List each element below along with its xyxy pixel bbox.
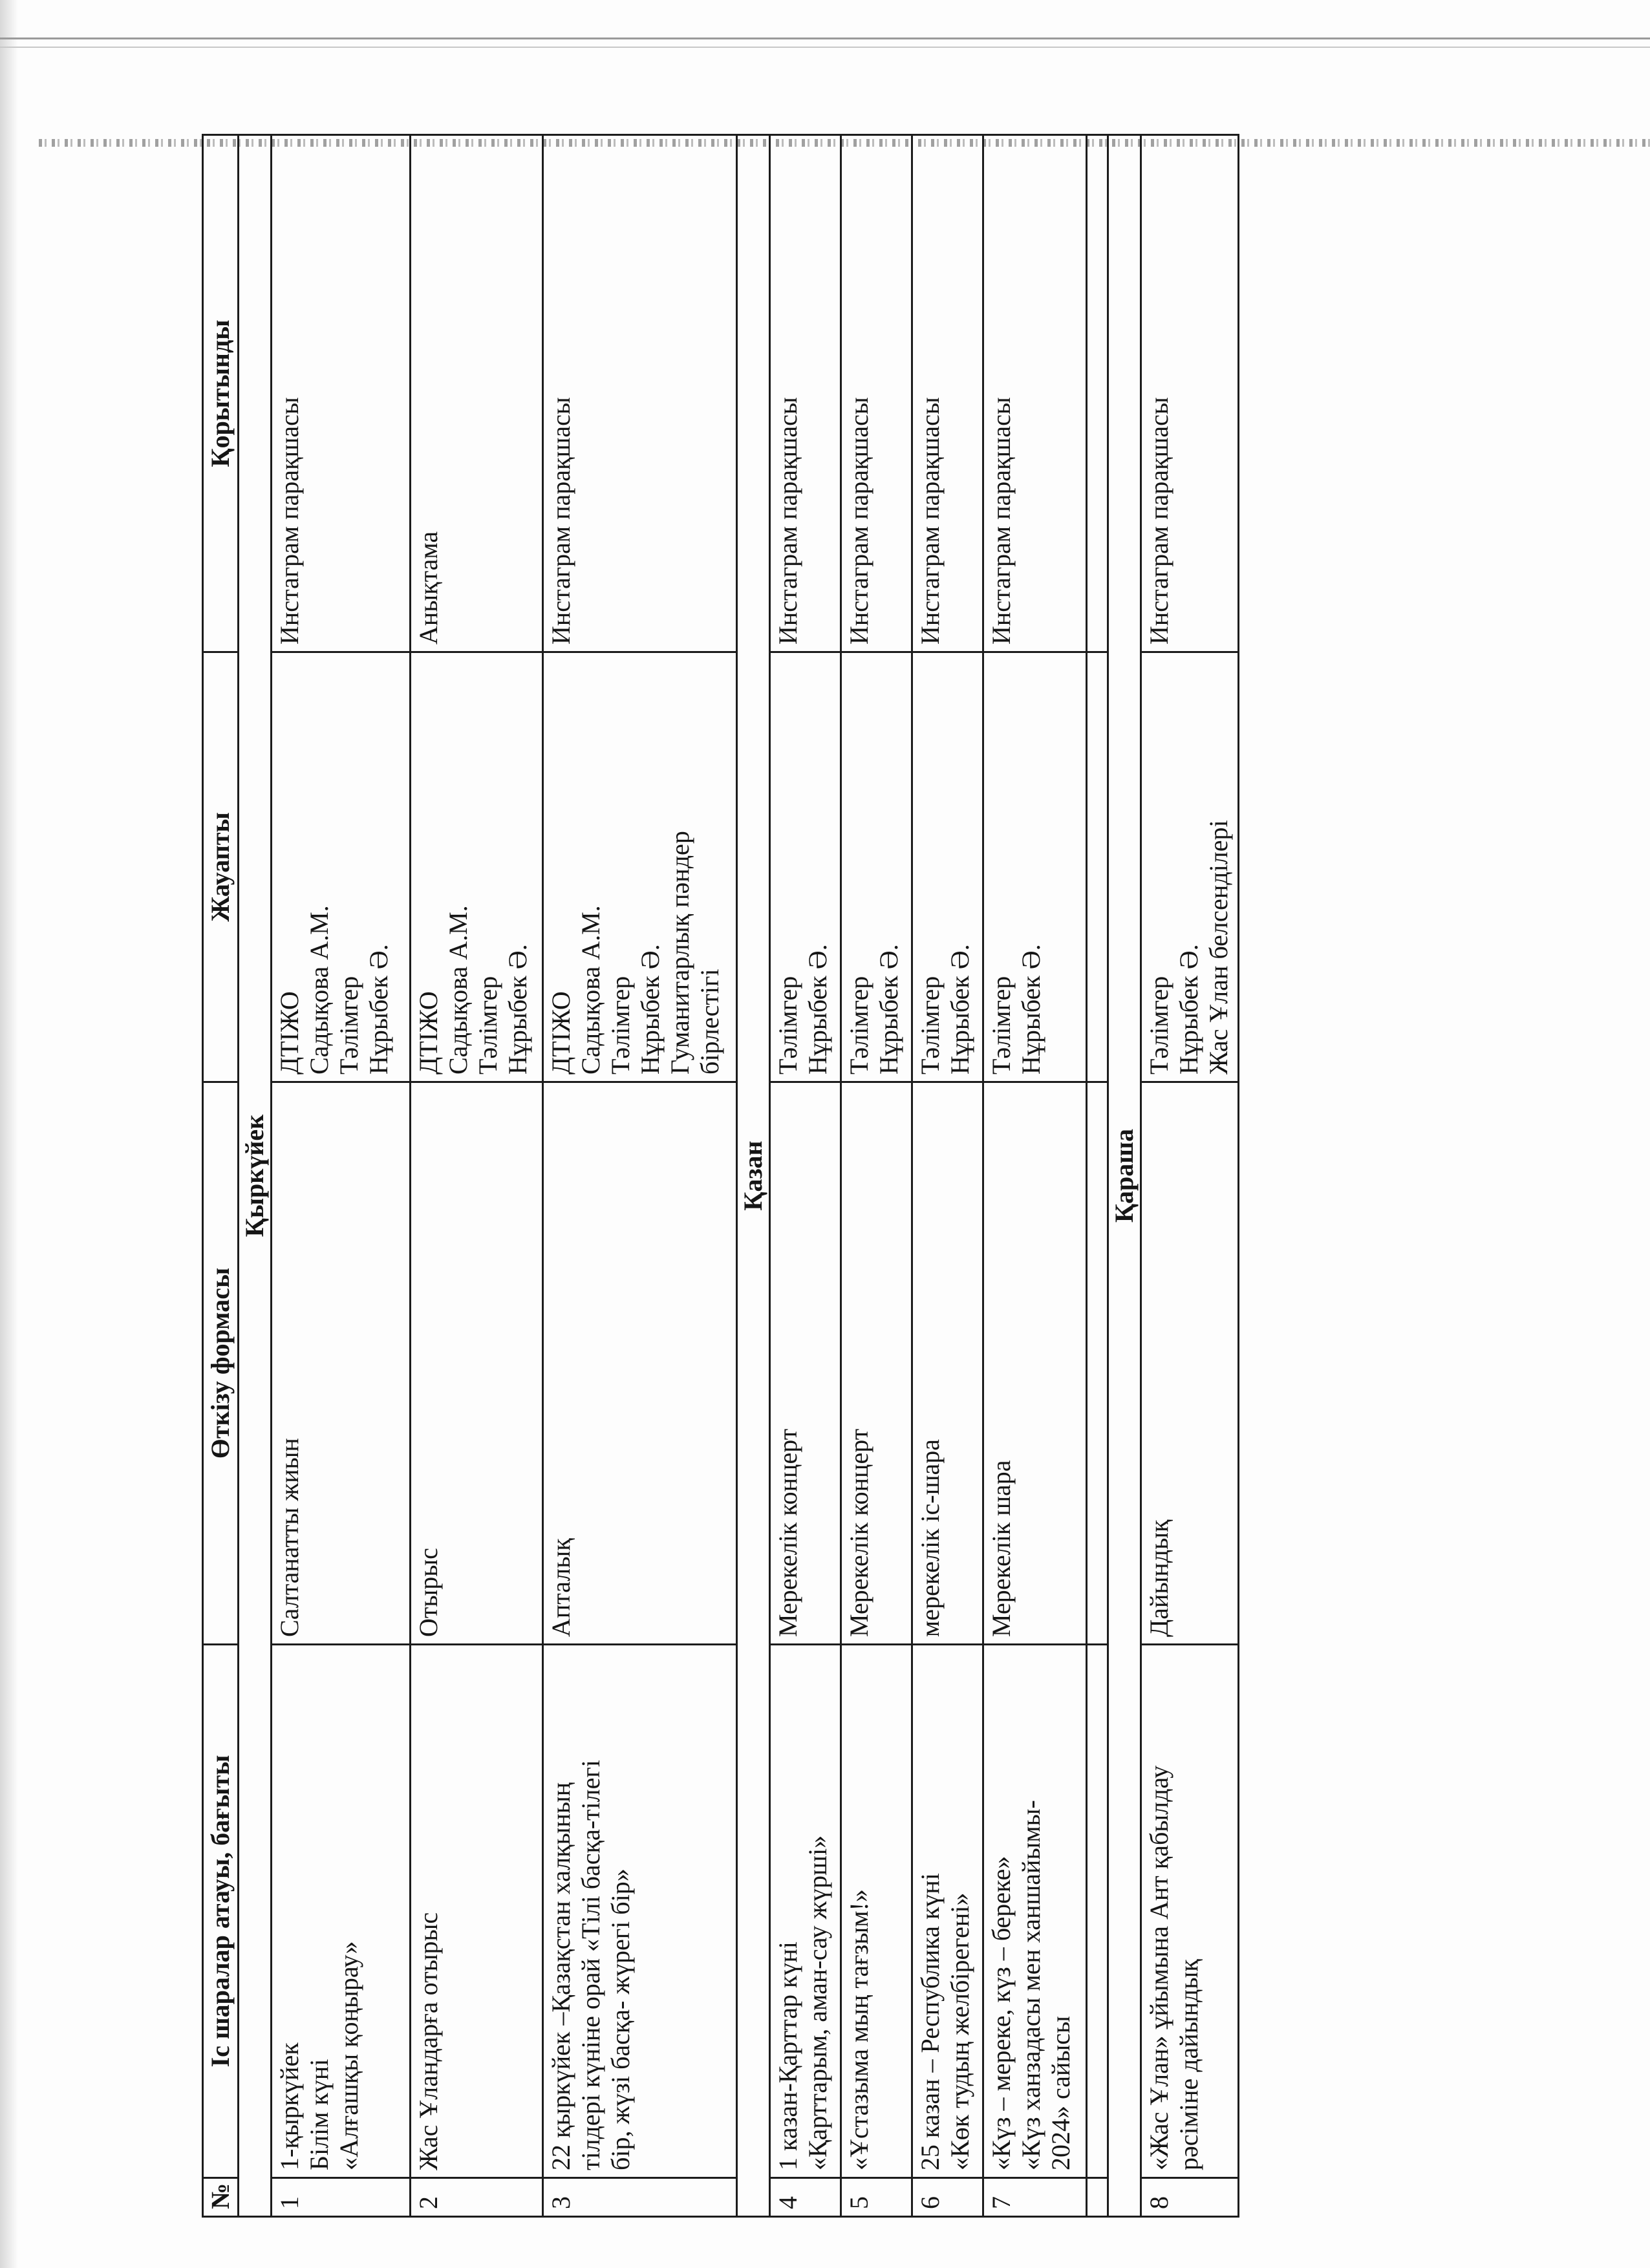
row-form: Мерекелік шара: [983, 1082, 1087, 1645]
table-row: [543, 135, 737, 2217]
row-responsible: Тәлімгер Нұрыбек Ә.: [912, 652, 983, 1082]
row-result: Инстаграм парақшасы: [543, 135, 737, 652]
header-name: Іс шаралар атауы, бағыты: [203, 1645, 239, 2178]
month-row-october: [737, 135, 770, 2217]
month-november: Қараша: [1108, 135, 1141, 2217]
header-row: [203, 135, 239, 2217]
row-name: «Күз – мереке, күз – береке» «Күз ханзадасы мен ханшайымы- 2024» сайысы: [983, 1645, 1087, 2178]
month-september: Қыркүйек: [239, 135, 272, 2217]
row-name: 1-қыркүйек Білім күні «Алғашқы қоңырау»: [272, 1645, 411, 2178]
header-num: №: [203, 2178, 239, 2217]
row-form: Салтанатты жиын: [272, 1082, 411, 1645]
row-responsible: Тәлімгер Нұрыбек Ә.: [841, 652, 912, 1082]
row-responsible: Тәлімгер Нұрыбек Ә.: [770, 652, 841, 1082]
spacer-cell: [1087, 1082, 1108, 1645]
header-result: Қорытынды: [203, 135, 239, 652]
table-row: [411, 135, 543, 2217]
row-name: 22 қыркүйек –Қазақстан халқының тілдері күніне орай «Тілі басқа-тілегі бір, жүзі басқа- жүрегі бір»: [543, 1645, 737, 2178]
row-num: 3: [543, 2178, 737, 2217]
table-row: [983, 135, 1087, 2217]
header-form: Өткізу формасы: [203, 1082, 239, 1645]
row-result: Инстаграм парақшасы: [770, 135, 841, 652]
row-result: Инстаграм парақшасы: [1141, 135, 1239, 652]
row-form: Апталық: [543, 1082, 737, 1645]
scan-edge-shadow: [0, 0, 18, 2268]
row-form: мерекелік іс-шара: [912, 1082, 983, 1645]
spacer-cell: [1087, 652, 1108, 1082]
month-row-september: [239, 135, 272, 2217]
row-num: 5: [841, 2178, 912, 2217]
table-row: [841, 135, 912, 2217]
row-name: 25 казан – Республика күні «Көк тудың желбірегені»: [912, 1645, 983, 2178]
row-responsible: ДТІЖО Садықова А.М. Тәлімгер Нұрыбек Ә. Гуманитарлық пәндер бірлестігі: [543, 652, 737, 1082]
row-responsible: ДТІЖО Садықова А.М. Тәлімгер Нұрыбек Ә.: [272, 652, 411, 1082]
row-num: 2: [411, 2178, 543, 2217]
table-row: [1141, 135, 1239, 2217]
events-plan-table: [202, 134, 1239, 2218]
month-row-november: [1108, 135, 1141, 2217]
row-result: Анықтама: [411, 135, 543, 652]
row-form: Отырыс: [411, 1082, 543, 1645]
spacer-row: [1087, 135, 1108, 2217]
spacer-cell: [1087, 1645, 1108, 2178]
spacer-cell: [1087, 135, 1108, 652]
row-form: Дайындық: [1141, 1082, 1239, 1645]
table-row: [912, 135, 983, 2217]
scan-artifact-line-2: [0, 47, 1650, 48]
row-num: 7: [983, 2178, 1087, 2217]
row-name: Жас Ұландарға отырыс: [411, 1645, 543, 2178]
row-form: Мерекелік концерт: [770, 1082, 841, 1645]
header-responsible: Жауапты: [203, 652, 239, 1082]
row-name: «Ұстазыма мың тағзым!»: [841, 1645, 912, 2178]
spacer-cell: [1087, 2178, 1108, 2217]
table-row: [770, 135, 841, 2217]
row-result: Инстаграм парақшасы: [272, 135, 411, 652]
row-responsible: Тәлімгер Нұрыбек Ә. Жас Ұлан белсенділері: [1141, 652, 1239, 1082]
row-num: 6: [912, 2178, 983, 2217]
rotated-page: [202, 136, 1366, 2218]
row-form: Мерекелік концерт: [841, 1082, 912, 1645]
row-num: 8: [1141, 2178, 1239, 2217]
row-result: Инстаграм парақшасы: [983, 135, 1087, 652]
row-result: Инстаграм парақшасы: [912, 135, 983, 652]
row-num: 1: [272, 2178, 411, 2217]
row-name: 1 казан-Қарттар күні «Қарттарым, аман-сау жүрші»: [770, 1645, 841, 2178]
row-name: «Жас Ұлан» ұйымына Ант қабылдау рәсіміне дайындық: [1141, 1645, 1239, 2178]
month-october: Қазан: [737, 135, 770, 2217]
row-responsible: Тәлімгер Нұрыбек Ә.: [983, 652, 1087, 1082]
row-num: 4: [770, 2178, 841, 2217]
scan-artifact-line: [0, 37, 1650, 39]
row-responsible: ДТІЖО Садықова А.М. Тәлімгер Нұрыбек Ә.: [411, 652, 543, 1082]
row-result: Инстаграм парақшасы: [841, 135, 912, 652]
table-row: [272, 135, 411, 2217]
